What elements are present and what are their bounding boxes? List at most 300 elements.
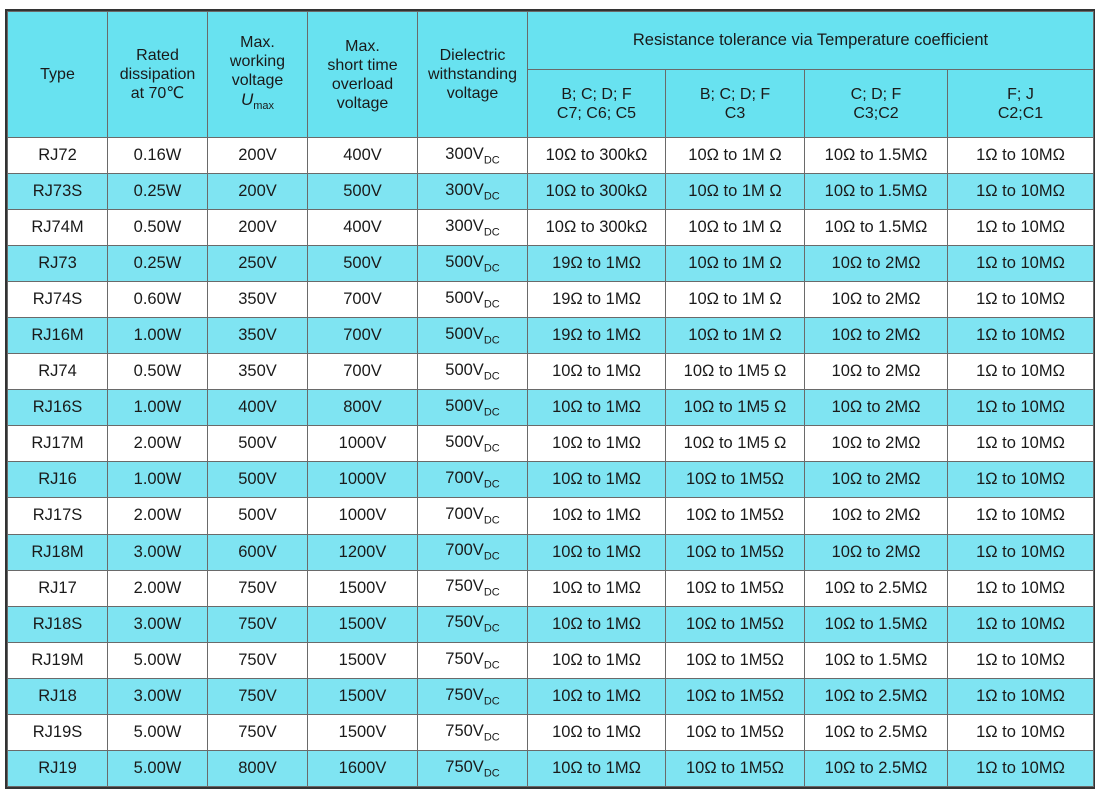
cell-resistance-tc3-text: 10Ω to 1.5MΩ xyxy=(824,614,928,633)
cell-resistance-tc4 xyxy=(948,210,1094,246)
cell-max-working-voltage xyxy=(208,678,308,714)
cell-type xyxy=(8,174,108,210)
cell-resistance-tc3-text: 10Ω to 2MΩ xyxy=(831,326,921,345)
cell-resistance-tc2 xyxy=(666,138,805,174)
cell-resistance-tc3 xyxy=(805,426,948,462)
cell-resistance-tc1 xyxy=(528,750,666,786)
table-row xyxy=(8,714,1094,750)
cell-rated-dissipation xyxy=(108,174,208,210)
cell-resistance-tc2 xyxy=(666,282,805,318)
cell-resistance-tc1 xyxy=(528,606,666,642)
cell-resistance-tc1-text: 10Ω to 1MΩ xyxy=(552,398,641,417)
dc-subscript: DC xyxy=(483,586,500,599)
table-row xyxy=(8,426,1094,462)
cell-rated-dissipation xyxy=(108,750,208,786)
cell-rated-dissipation-text: 1.00W xyxy=(133,326,182,345)
cell-resistance-tc4-text: 1Ω to 10MΩ xyxy=(976,146,1065,165)
cell-resistance-tc2-text: 10Ω to 1M Ω xyxy=(688,218,782,237)
dc-subscript: DC xyxy=(483,442,500,455)
cell-dielectric-voltage-text: 750V xyxy=(445,613,484,632)
cell-resistance-tc1-text: 10Ω to 300kΩ xyxy=(545,146,648,165)
cell-dielectric-voltage xyxy=(418,714,528,750)
cell-resistance-tc2-text: 10Ω to 1M5Ω xyxy=(685,686,785,705)
cell-rated-dissipation xyxy=(108,642,208,678)
cell-resistance-tc4 xyxy=(948,174,1094,210)
cell-max-working-voltage xyxy=(208,750,308,786)
cell-resistance-tc2-text: 10Ω to 1M5 Ω xyxy=(683,362,787,381)
cell-type-text: RJ19S xyxy=(32,722,83,741)
cell-rated-dissipation-text: 3.00W xyxy=(133,614,182,633)
cell-resistance-tc1 xyxy=(528,498,666,534)
cell-type xyxy=(8,678,108,714)
cell-max-working-voltage-text: 200V xyxy=(238,218,277,237)
cell-resistance-tc3-text: 10Ω to 2.5MΩ xyxy=(824,722,928,741)
cell-resistance-tc4 xyxy=(948,138,1094,174)
header-rated-line3: at 70℃ xyxy=(130,85,185,102)
cell-rated-dissipation xyxy=(108,462,208,498)
cell-max-working-voltage xyxy=(208,318,308,354)
dc-subscript: DC xyxy=(483,334,500,347)
cell-overload-voltage-text: 1000V xyxy=(338,470,387,489)
dc-subscript: DC xyxy=(483,226,500,239)
table-row xyxy=(8,246,1094,282)
cell-dielectric-voltage xyxy=(418,462,528,498)
cell-resistance-tc4-text: 1Ω to 10MΩ xyxy=(976,506,1065,525)
cell-resistance-tc4-text: 1Ω to 10MΩ xyxy=(976,182,1065,201)
cell-dielectric-voltage-text: 500V xyxy=(445,361,484,380)
header-tc4-line2: C2;C1 xyxy=(997,104,1044,122)
cell-type-text: RJ17M xyxy=(31,434,84,453)
cell-rated-dissipation xyxy=(108,534,208,570)
cell-overload-voltage xyxy=(308,498,418,534)
cell-resistance-tc3-text: 10Ω to 1.5MΩ xyxy=(824,650,928,669)
cell-type xyxy=(8,210,108,246)
cell-type-text: RJ16M xyxy=(31,326,84,345)
cell-overload-voltage xyxy=(308,174,418,210)
cell-dielectric-voltage xyxy=(418,678,528,714)
cell-overload-voltage xyxy=(308,750,418,786)
cell-resistance-tc3-text: 10Ω to 2MΩ xyxy=(831,362,921,381)
cell-resistance-tc4-text: 1Ω to 10MΩ xyxy=(976,650,1065,669)
cell-rated-dissipation-text: 0.25W xyxy=(133,182,182,201)
cell-type-text: RJ18 xyxy=(38,686,77,705)
cell-resistance-tc4 xyxy=(948,534,1094,570)
cell-overload-voltage xyxy=(308,678,418,714)
cell-resistance-tc1 xyxy=(528,462,666,498)
cell-resistance-tc2-text: 10Ω to 1M Ω xyxy=(688,326,782,345)
cell-resistance-tc4-text: 1Ω to 10MΩ xyxy=(976,614,1065,633)
cell-max-working-voltage-text: 750V xyxy=(238,722,277,741)
cell-overload-voltage-text: 1000V xyxy=(338,434,387,453)
cell-dielectric-voltage xyxy=(418,282,528,318)
cell-max-working-voltage-text: 750V xyxy=(238,650,277,669)
cell-resistance-tc4-text: 1Ω to 10MΩ xyxy=(976,542,1065,561)
cell-dielectric-voltage xyxy=(418,174,528,210)
cell-dielectric-voltage xyxy=(418,606,528,642)
cell-rated-dissipation-text: 2.00W xyxy=(133,578,182,597)
cell-rated-dissipation-text: 0.50W xyxy=(133,218,182,237)
cell-overload-voltage-text: 500V xyxy=(343,254,382,273)
cell-dielectric-voltage xyxy=(418,426,528,462)
cell-max-working-voltage-text: 350V xyxy=(238,362,277,381)
cell-type xyxy=(8,642,108,678)
cell-resistance-tc4-text: 1Ω to 10MΩ xyxy=(976,722,1065,741)
cell-resistance-tc4 xyxy=(948,714,1094,750)
cell-type xyxy=(8,462,108,498)
dc-subscript: DC xyxy=(483,767,500,780)
cell-rated-dissipation xyxy=(108,606,208,642)
cell-overload-voltage-text: 500V xyxy=(343,182,382,201)
header-overload-line3: overload xyxy=(331,75,394,93)
cell-resistance-tc2 xyxy=(666,498,805,534)
cell-overload-voltage-text: 400V xyxy=(343,146,382,165)
header-umax xyxy=(208,90,307,116)
header-maxwork-line2: working xyxy=(229,52,286,70)
header-tc4-line1: F; J xyxy=(1007,85,1034,103)
cell-dielectric-voltage-text: 750V xyxy=(445,685,484,704)
cell-overload-voltage xyxy=(308,246,418,282)
cell-dielectric-voltage xyxy=(418,354,528,390)
cell-resistance-tc4 xyxy=(948,282,1094,318)
cell-resistance-tc3 xyxy=(805,570,948,606)
cell-resistance-tc1 xyxy=(528,390,666,426)
dc-subscript: DC xyxy=(483,154,500,167)
cell-resistance-tc2-text: 10Ω to 1M5Ω xyxy=(685,758,785,777)
table-row xyxy=(8,498,1094,534)
cell-resistance-tc3 xyxy=(805,714,948,750)
cell-resistance-tc1-text: 10Ω to 1MΩ xyxy=(552,434,641,453)
cell-max-working-voltage xyxy=(208,390,308,426)
cell-resistance-tc2 xyxy=(666,678,805,714)
cell-resistance-tc2-text: 10Ω to 1M Ω xyxy=(688,182,782,201)
cell-max-working-voltage xyxy=(208,174,308,210)
cell-rated-dissipation xyxy=(108,714,208,750)
cell-resistance-tc1 xyxy=(528,570,666,606)
cell-resistance-tc3 xyxy=(805,210,948,246)
cell-max-working-voltage-text: 500V xyxy=(238,434,277,453)
cell-resistance-tc4-text: 1Ω to 10MΩ xyxy=(976,326,1065,345)
cell-max-working-voltage xyxy=(208,714,308,750)
cell-overload-voltage-text: 1500V xyxy=(338,722,387,741)
cell-dielectric-voltage xyxy=(418,570,528,606)
cell-overload-voltage-text: 1200V xyxy=(338,542,387,561)
cell-resistance-tc2-text: 10Ω to 1M5Ω xyxy=(685,542,785,561)
cell-dielectric-voltage-text: 300V xyxy=(445,216,484,235)
header-tc2-line2: C3 xyxy=(724,104,746,122)
cell-max-working-voltage-text: 500V xyxy=(238,506,277,525)
cell-rated-dissipation-text: 5.00W xyxy=(133,722,182,741)
cell-overload-voltage xyxy=(308,390,418,426)
dc-subscript: DC xyxy=(483,658,500,671)
cell-resistance-tc4-text: 1Ω to 10MΩ xyxy=(976,434,1065,453)
cell-rated-dissipation-text: 1.00W xyxy=(133,470,182,489)
cell-resistance-tc4-text: 1Ω to 10MΩ xyxy=(976,686,1065,705)
cell-resistance-tc2-text: 10Ω to 1M5Ω xyxy=(685,722,785,741)
cell-overload-voltage xyxy=(308,462,418,498)
cell-resistance-tc2 xyxy=(666,390,805,426)
header-tc-col3 xyxy=(805,70,948,138)
cell-max-working-voltage xyxy=(208,138,308,174)
cell-resistance-tc1 xyxy=(528,246,666,282)
cell-resistance-tc1 xyxy=(528,426,666,462)
cell-type xyxy=(8,282,108,318)
cell-rated-dissipation-text: 0.60W xyxy=(133,290,182,309)
cell-resistance-tc4 xyxy=(948,606,1094,642)
header-overload-line1: Max. xyxy=(345,37,380,55)
cell-type-text: RJ74M xyxy=(31,218,84,237)
header-tc-col1 xyxy=(528,70,666,138)
dc-subscript: DC xyxy=(483,370,500,383)
cell-overload-voltage-text: 1500V xyxy=(338,614,387,633)
cell-resistance-tc2 xyxy=(666,750,805,786)
cell-overload-voltage xyxy=(308,642,418,678)
cell-rated-dissipation-text: 2.00W xyxy=(133,434,182,453)
cell-type xyxy=(8,390,108,426)
cell-max-working-voltage xyxy=(208,246,308,282)
cell-dielectric-voltage-text: 750V xyxy=(445,577,484,596)
cell-resistance-tc1-text: 19Ω to 1MΩ xyxy=(552,326,641,345)
cell-resistance-tc4 xyxy=(948,246,1094,282)
umax-symbol: U xyxy=(240,89,254,109)
header-overload-line4: voltage xyxy=(336,94,389,112)
cell-resistance-tc1-text: 10Ω to 300kΩ xyxy=(545,218,648,237)
dc-subscript: DC xyxy=(483,730,500,743)
cell-type xyxy=(8,606,108,642)
cell-overload-voltage xyxy=(308,570,418,606)
cell-resistance-tc2-text: 10Ω to 1M5Ω xyxy=(685,650,785,669)
cell-resistance-tc1 xyxy=(528,174,666,210)
cell-resistance-tc3 xyxy=(805,174,948,210)
cell-rated-dissipation-text: 3.00W xyxy=(133,542,182,561)
cell-type xyxy=(8,534,108,570)
cell-type xyxy=(8,570,108,606)
cell-resistance-tc4 xyxy=(948,462,1094,498)
cell-resistance-tc4 xyxy=(948,354,1094,390)
cell-rated-dissipation xyxy=(108,282,208,318)
cell-resistance-tc3 xyxy=(805,642,948,678)
cell-resistance-tc1-text: 10Ω to 1MΩ xyxy=(552,614,641,633)
cell-type xyxy=(8,138,108,174)
cell-dielectric-voltage-text: 500V xyxy=(445,325,484,344)
cell-overload-voltage-text: 400V xyxy=(343,218,382,237)
cell-overload-voltage xyxy=(308,138,418,174)
cell-dielectric-voltage xyxy=(418,138,528,174)
cell-resistance-tc1-text: 10Ω to 1MΩ xyxy=(552,758,641,777)
cell-type-text: RJ74 xyxy=(38,362,77,381)
cell-max-working-voltage-text: 750V xyxy=(238,578,277,597)
cell-resistance-tc1-text: 10Ω to 1MΩ xyxy=(552,506,641,525)
cell-resistance-tc4 xyxy=(948,750,1094,786)
cell-type-text: RJ16S xyxy=(32,398,83,417)
cell-resistance-tc1 xyxy=(528,354,666,390)
cell-type xyxy=(8,426,108,462)
cell-resistance-tc2 xyxy=(666,246,805,282)
cell-rated-dissipation xyxy=(108,390,208,426)
cell-max-working-voltage-text: 200V xyxy=(238,146,277,165)
cell-rated-dissipation-text: 0.50W xyxy=(133,362,182,381)
table-row xyxy=(8,210,1094,246)
cell-resistance-tc1-text: 10Ω to 1MΩ xyxy=(552,650,641,669)
cell-overload-voltage xyxy=(308,210,418,246)
header-resistance-tolerance-group: Resistance tolerance via Temperature coefficient xyxy=(528,12,1094,70)
cell-resistance-tc4-text: 1Ω to 10MΩ xyxy=(976,218,1065,237)
cell-max-working-voltage-text: 800V xyxy=(238,758,277,777)
cell-resistance-tc2-text: 10Ω to 1M Ω xyxy=(688,146,782,165)
cell-resistance-tc3-text: 10Ω to 2MΩ xyxy=(831,506,921,525)
cell-resistance-tc4 xyxy=(948,570,1094,606)
header-tc3-line1: C; D; F xyxy=(850,85,902,103)
cell-max-working-voltage xyxy=(208,642,308,678)
cell-resistance-tc3-text: 10Ω to 2MΩ xyxy=(831,470,921,489)
cell-max-working-voltage-text: 600V xyxy=(238,542,277,561)
cell-resistance-tc3 xyxy=(805,606,948,642)
cell-overload-voltage xyxy=(308,534,418,570)
dc-subscript: DC xyxy=(483,406,500,419)
cell-resistance-tc3-text: 10Ω to 2.5MΩ xyxy=(824,686,928,705)
cell-dielectric-voltage-text: 750V xyxy=(445,721,484,740)
cell-rated-dissipation-text: 5.00W xyxy=(133,758,182,777)
cell-resistance-tc2 xyxy=(666,210,805,246)
dc-subscript: DC xyxy=(483,478,500,491)
cell-dielectric-voltage xyxy=(418,498,528,534)
cell-overload-voltage-text: 1000V xyxy=(338,506,387,525)
table-body xyxy=(8,138,1094,787)
cell-resistance-tc4 xyxy=(948,390,1094,426)
cell-resistance-tc1-text: 10Ω to 1MΩ xyxy=(552,542,641,561)
table-row xyxy=(8,678,1094,714)
table-row xyxy=(8,354,1094,390)
cell-type-text: RJ18M xyxy=(31,542,84,561)
table-row xyxy=(8,390,1094,426)
header-maxwork-line3: voltage xyxy=(231,71,284,89)
table-row xyxy=(8,642,1094,678)
cell-rated-dissipation xyxy=(108,246,208,282)
cell-overload-voltage-text: 700V xyxy=(343,326,382,345)
cell-resistance-tc2 xyxy=(666,534,805,570)
cell-rated-dissipation xyxy=(108,318,208,354)
cell-max-working-voltage xyxy=(208,498,308,534)
cell-type-text: RJ73 xyxy=(38,254,77,273)
cell-dielectric-voltage-text: 300V xyxy=(445,144,484,163)
cell-resistance-tc2-text: 10Ω to 1M5Ω xyxy=(685,506,785,525)
cell-resistance-tc3-text: 10Ω to 2MΩ xyxy=(831,398,921,417)
table-row xyxy=(8,174,1094,210)
dc-subscript: DC xyxy=(483,298,500,311)
header-tc3-line2: C3;C2 xyxy=(853,104,899,122)
cell-dielectric-voltage-text: 700V xyxy=(445,541,484,560)
cell-rated-dissipation-text: 5.00W xyxy=(133,650,182,669)
cell-dielectric-voltage-text: 750V xyxy=(445,649,484,668)
cell-dielectric-voltage xyxy=(418,210,528,246)
cell-type xyxy=(8,354,108,390)
header-maxwork-line1: Max. xyxy=(240,33,275,51)
cell-resistance-tc3 xyxy=(805,678,948,714)
cell-rated-dissipation-text: 2.00W xyxy=(133,506,182,525)
header-type: Type xyxy=(8,12,108,138)
cell-resistance-tc2-text: 10Ω to 1M Ω xyxy=(688,290,782,309)
table-row xyxy=(8,318,1094,354)
header-dielectric-line1: Dielectric xyxy=(439,47,506,64)
cell-dielectric-voltage xyxy=(418,318,528,354)
header-rated-dissipation xyxy=(108,12,208,138)
cell-overload-voltage-text: 1500V xyxy=(338,578,387,597)
cell-rated-dissipation xyxy=(108,498,208,534)
cell-resistance-tc1 xyxy=(528,138,666,174)
cell-max-working-voltage-text: 400V xyxy=(238,398,277,417)
cell-max-working-voltage xyxy=(208,354,308,390)
cell-resistance-tc2 xyxy=(666,714,805,750)
cell-resistance-tc1 xyxy=(528,534,666,570)
cell-dielectric-voltage-text: 500V xyxy=(445,289,484,308)
cell-max-working-voltage-text: 750V xyxy=(238,614,277,633)
cell-resistance-tc3-text: 10Ω to 2MΩ xyxy=(831,254,921,273)
cell-type xyxy=(8,498,108,534)
cell-resistance-tc2 xyxy=(666,354,805,390)
cell-type xyxy=(8,318,108,354)
cell-type-text: RJ72 xyxy=(38,146,77,165)
cell-dielectric-voltage xyxy=(418,534,528,570)
cell-dielectric-voltage xyxy=(418,750,528,786)
cell-max-working-voltage xyxy=(208,282,308,318)
cell-resistance-tc4 xyxy=(948,498,1094,534)
cell-resistance-tc2 xyxy=(666,318,805,354)
cell-type-text: RJ17 xyxy=(38,578,77,597)
cell-overload-voltage xyxy=(308,282,418,318)
cell-max-working-voltage xyxy=(208,570,308,606)
cell-resistance-tc1-text: 10Ω to 1MΩ xyxy=(552,686,641,705)
cell-resistance-tc1 xyxy=(528,210,666,246)
table-row xyxy=(8,750,1094,786)
cell-overload-voltage xyxy=(308,318,418,354)
cell-resistance-tc2 xyxy=(666,426,805,462)
header-overload-line2: short time xyxy=(327,56,398,74)
cell-resistance-tc1 xyxy=(528,642,666,678)
cell-type xyxy=(8,246,108,282)
table-row xyxy=(8,462,1094,498)
cell-type-text: RJ19M xyxy=(31,650,84,669)
dc-subscript: DC xyxy=(483,190,500,203)
cell-resistance-tc4 xyxy=(948,426,1094,462)
cell-resistance-tc3-text: 10Ω to 1.5MΩ xyxy=(824,146,928,165)
cell-type xyxy=(8,750,108,786)
dc-subscript: DC xyxy=(483,514,500,527)
header-tc2-line1: B; C; D; F xyxy=(699,85,771,103)
cell-type xyxy=(8,714,108,750)
cell-resistance-tc3-text: 10Ω to 1.5MΩ xyxy=(824,182,928,201)
dc-subscript: DC xyxy=(483,622,500,635)
cell-resistance-tc3 xyxy=(805,282,948,318)
cell-overload-voltage xyxy=(308,426,418,462)
cell-resistance-tc1-text: 10Ω to 1MΩ xyxy=(552,722,641,741)
cell-type-text: RJ18S xyxy=(32,614,83,633)
cell-overload-voltage xyxy=(308,606,418,642)
cell-max-working-voltage-text: 350V xyxy=(238,326,277,345)
header-max-working-voltage xyxy=(208,12,308,138)
cell-resistance-tc4-text: 1Ω to 10MΩ xyxy=(976,362,1065,381)
cell-max-working-voltage-text: 350V xyxy=(238,290,277,309)
cell-resistance-tc3-text: 10Ω to 2.5MΩ xyxy=(824,758,928,777)
cell-resistance-tc3-text: 10Ω to 2.5MΩ xyxy=(824,578,928,597)
cell-resistance-tc1-text: 10Ω to 1MΩ xyxy=(552,578,641,597)
cell-resistance-tc1 xyxy=(528,678,666,714)
cell-resistance-tc4 xyxy=(948,642,1094,678)
cell-resistance-tc4-text: 1Ω to 10MΩ xyxy=(976,578,1065,597)
cell-resistance-tc3 xyxy=(805,390,948,426)
resistor-spec-table xyxy=(7,11,1094,787)
cell-resistance-tc3-text: 10Ω to 2MΩ xyxy=(831,290,921,309)
cell-resistance-tc4-text: 1Ω to 10MΩ xyxy=(976,290,1065,309)
cell-max-working-voltage-text: 250V xyxy=(238,254,277,273)
